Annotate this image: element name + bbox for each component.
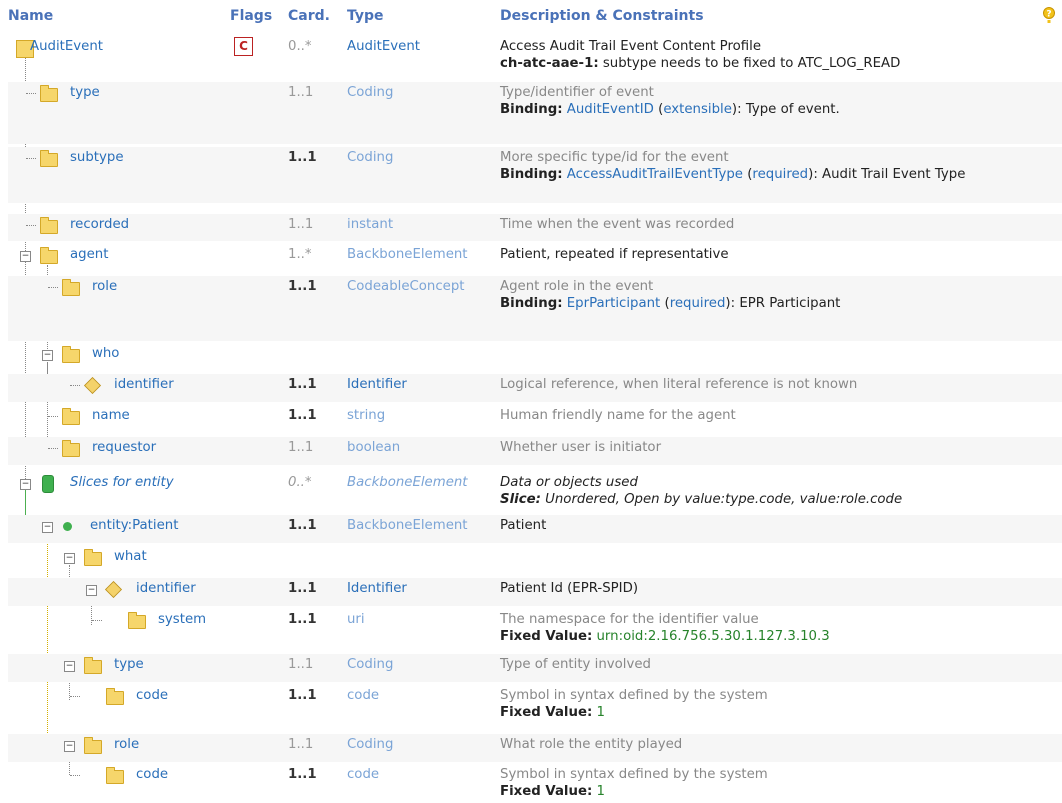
folder-icon (106, 691, 124, 705)
collapse-toggle-icon[interactable]: − (65, 553, 74, 563)
type-link[interactable]: BackboneElement (347, 518, 468, 533)
folder-icon (62, 349, 80, 363)
folder-icon (62, 411, 80, 425)
table-row (8, 515, 1062, 543)
datatype-icon (105, 581, 122, 598)
element-name[interactable]: code (136, 688, 169, 703)
header-description: Description & Constraints (500, 8, 704, 24)
type-link[interactable]: Coding (347, 85, 394, 100)
type-link[interactable]: Coding (347, 657, 394, 672)
tree-branch (48, 287, 58, 288)
element-name[interactable]: identifier (114, 377, 174, 392)
description: Human friendly name for the agent (500, 408, 736, 423)
element-name[interactable]: Slices for entity (70, 475, 174, 490)
table-row (8, 764, 1062, 803)
fixed-value-line (500, 784, 605, 799)
table-row (8, 82, 1062, 144)
fixed-label: Fixed Value: (500, 629, 593, 644)
binding-strength-link[interactable]: required (669, 296, 726, 311)
constraint-key: ch-atc-aae-1: (500, 56, 599, 71)
folder-icon (84, 660, 102, 674)
type-link[interactable]: instant (347, 217, 394, 232)
element-name[interactable]: role (114, 737, 140, 752)
binding-label: Binding: (500, 296, 563, 311)
binding-label: Binding: (500, 167, 563, 182)
cardinality: 1..1 (288, 150, 317, 165)
cardinality: 1..1 (288, 581, 317, 596)
description: What role the entity played (500, 737, 683, 752)
element-name[interactable]: who (92, 346, 120, 361)
cardinality: 1..1 (288, 217, 314, 232)
fixed-label: Fixed Value: (500, 705, 593, 720)
fixed-value: 1 (592, 784, 605, 799)
description: Type of entity involved (500, 657, 651, 672)
folder-icon (40, 220, 58, 234)
cardinality: 1..1 (288, 612, 317, 627)
type-link[interactable]: AuditEvent (347, 39, 420, 54)
type-link[interactable]: BackboneElement (347, 247, 468, 262)
element-name[interactable]: type (70, 85, 100, 100)
type-link[interactable]: BackboneElement (347, 475, 468, 490)
element-name[interactable]: identifier (136, 581, 196, 596)
description: Patient Id (EPR-SPID) (500, 581, 639, 596)
cardinality: 1..1 (288, 279, 317, 294)
element-name[interactable]: code (136, 767, 169, 782)
header-flags: Flags (230, 8, 273, 24)
slice-text: Unordered, Open by value:type.code, value:role.code (540, 492, 903, 507)
element-name[interactable]: AuditEvent (30, 39, 103, 54)
binding-line: Binding: AccessAuditTrailEventType (required): Audit Trail Event Type (500, 167, 966, 182)
slice-line (500, 492, 902, 507)
tree-branch (92, 620, 102, 621)
binding-valueset-link[interactable]: AuditEventID (566, 102, 654, 117)
table-row (8, 405, 1062, 433)
description: Patient (500, 518, 547, 533)
cardinality: 1..1 (288, 85, 314, 100)
description: Time when the event was recorded (500, 217, 735, 232)
element-name[interactable]: agent (70, 247, 109, 262)
fixed-value: urn:oid:2.16.756.5.30.1.127.3.10.3 (592, 629, 830, 644)
binding-valueset-link[interactable]: AccessAuditTrailEventType (566, 167, 743, 182)
table-row (8, 609, 1062, 651)
element-name[interactable]: role (92, 279, 118, 294)
folder-icon (62, 282, 80, 296)
cardinality: 1..1 (288, 688, 317, 703)
collapse-toggle-icon[interactable]: − (21, 479, 30, 489)
cardinality: 1..1 (288, 518, 317, 533)
cardinality: 1..1 (288, 440, 314, 455)
slice-entry-icon (63, 522, 72, 531)
type-link[interactable]: Coding (347, 150, 394, 165)
table-row (8, 654, 1062, 682)
element-name[interactable]: requestor (92, 440, 157, 455)
cardinality: 1..1 (288, 377, 317, 392)
folder-icon (62, 443, 80, 457)
description: Patient, repeated if representative (500, 247, 729, 262)
element-name[interactable]: entity:Patient (90, 518, 179, 533)
binding-description: : EPR Participant (730, 296, 841, 311)
cardinality: 1..1 (288, 737, 314, 752)
folder-icon (84, 552, 102, 566)
table-row (8, 546, 1062, 574)
element-name[interactable]: name (92, 408, 130, 423)
description: Agent role in the event (500, 279, 654, 294)
description: Access Audit Trail Event Content Profile (500, 39, 762, 54)
fixed-label: Fixed Value: (500, 784, 593, 799)
element-name[interactable]: subtype (70, 150, 124, 165)
question-mark-icon[interactable] (1042, 7, 1056, 25)
constraint-flag-badge[interactable]: C (234, 37, 253, 56)
table-row (8, 214, 1062, 241)
collapse-toggle-icon[interactable]: − (87, 585, 96, 595)
type-link[interactable]: Identifier (347, 581, 407, 596)
fixed-value: 1 (592, 705, 605, 720)
description: Whether user is initiator (500, 440, 662, 455)
header-card: Card. (288, 8, 330, 24)
header-type: Type (347, 8, 384, 24)
binding-strength-link[interactable]: extensible (663, 102, 732, 117)
type-link[interactable]: boolean (347, 440, 401, 455)
folder-icon (40, 250, 58, 264)
table-header (0, 0, 1062, 26)
constraint-line (500, 56, 900, 71)
type-link[interactable]: code (347, 767, 380, 782)
description: Type/identifier of event (500, 85, 654, 100)
fixed-value-line (500, 629, 830, 644)
description: More specific type/id for the event (500, 150, 729, 165)
type-link[interactable]: Identifier (347, 377, 407, 392)
element-name[interactable]: recorded (70, 217, 130, 232)
table-row (8, 685, 1062, 729)
element-name[interactable]: what (114, 549, 147, 564)
folder-icon (40, 153, 58, 167)
fixed-value-line (500, 705, 605, 720)
slice-icon (42, 475, 54, 493)
folder-icon (128, 615, 146, 629)
tree-branch (70, 385, 80, 386)
binding-description: : Audit Trail Event Type (813, 167, 966, 182)
binding-line: Binding: EprParticipant (required): EPR Participant (500, 296, 841, 311)
tree-branch (26, 158, 36, 159)
cardinality: 1..1 (288, 657, 314, 672)
type-link[interactable]: uri (347, 612, 365, 627)
cardinality: 1..1 (288, 408, 317, 423)
element-name[interactable]: type (114, 657, 144, 672)
datatype-icon (84, 377, 101, 394)
collapse-toggle-icon[interactable]: − (43, 350, 52, 360)
binding-description: : Type of event. (737, 102, 840, 117)
table-row (8, 437, 1062, 465)
collapse-toggle-icon[interactable]: − (65, 741, 74, 751)
tree-branch (26, 225, 36, 226)
description: Symbol in syntax defined by the system (500, 767, 768, 782)
constraint-text: subtype needs to be fixed to ATC_LOG_READ (598, 56, 901, 71)
type-link[interactable]: code (347, 688, 380, 703)
folder-icon (106, 770, 124, 784)
collapse-toggle-icon[interactable]: − (65, 661, 74, 671)
element-name[interactable]: system (158, 612, 207, 627)
collapse-toggle-icon[interactable]: − (21, 251, 30, 261)
table-row (8, 147, 1062, 203)
cardinality: 1..* (288, 247, 312, 262)
type-link[interactable]: Coding (347, 737, 394, 752)
binding-strength-link[interactable]: required (752, 167, 809, 182)
tree-branch (26, 93, 36, 94)
tree-branch (70, 696, 80, 697)
tree-branch (48, 448, 58, 449)
description: Logical reference, when literal reference is not known (500, 377, 858, 392)
cardinality: 1..1 (288, 767, 317, 782)
table-row (8, 374, 1062, 402)
folder-icon (40, 88, 58, 102)
binding-label: Binding: (500, 102, 563, 117)
binding-line: Binding: AuditEventID (extensible): Type of event. (500, 102, 840, 117)
table-row (8, 578, 1062, 606)
cardinality: 0..* (288, 475, 312, 490)
binding-valueset-link[interactable]: EprParticipant (566, 296, 661, 311)
description: The namespace for the identifier value (500, 612, 759, 627)
tree-branch (70, 775, 80, 776)
svg-text:?: ? (1046, 9, 1052, 20)
description: Data or objects used (500, 475, 638, 490)
collapse-toggle-icon[interactable]: − (43, 522, 52, 532)
table-row (8, 36, 1062, 80)
tree-branch (48, 416, 58, 417)
folder-icon (84, 740, 102, 754)
type-link[interactable]: string (347, 408, 386, 423)
cardinality: 0..* (288, 39, 312, 54)
type-link[interactable]: CodeableConcept (347, 279, 465, 294)
table-row (8, 244, 1062, 274)
table-row (8, 734, 1062, 762)
table-row (8, 472, 1062, 512)
header-name: Name (8, 8, 54, 24)
description: Symbol in syntax defined by the system (500, 688, 768, 703)
table-row (8, 343, 1062, 371)
slice-label: Slice: (500, 492, 541, 507)
table-row (8, 276, 1062, 341)
